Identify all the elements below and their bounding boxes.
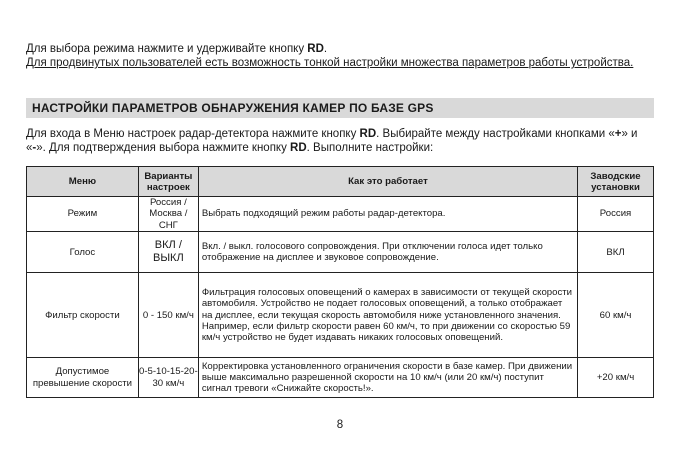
instr-part-1: Для входа в Меню настроек радар-детектора нажмите кнопку xyxy=(26,128,360,140)
cell-variants: ВКЛ / ВЫКЛ xyxy=(138,232,198,273)
page-number: 8 xyxy=(336,419,344,431)
instr-part-5: . Выполните настройки: xyxy=(306,142,434,154)
section-header xyxy=(26,98,654,118)
rd-key-label: RD xyxy=(290,142,307,154)
intro-line-1-end: . xyxy=(323,43,328,55)
section-title: НАСТРОЙКИ ПАРАМЕТРОВ ОБНАРУЖЕНИЯ КАМЕР ПО БАЗЕ GPS xyxy=(32,101,434,115)
cell-default: ВКЛ xyxy=(578,232,654,273)
minus-key-label: - xyxy=(32,142,37,154)
cell-how: Выбрать подходящий режим работы радар-детектора. xyxy=(198,197,577,232)
cell-default: 60 км/ч xyxy=(578,273,654,358)
cell-menu: Голос xyxy=(27,232,139,273)
cell-menu: Допустимое превышение скорости xyxy=(27,358,139,398)
instr-part-4: ». Для подтверждения выбора нажмите кнопку xyxy=(36,142,291,154)
table-header-row xyxy=(27,167,654,197)
table-row xyxy=(27,273,654,358)
plus-key-label: + xyxy=(614,128,622,140)
rd-key-label: RD xyxy=(359,128,377,140)
cell-default: Россия xyxy=(578,197,654,232)
header-variants: Варианты настроек xyxy=(138,167,198,197)
table-row xyxy=(27,232,654,273)
cell-how: Корректировка установленного ограничения скорости в базе камер. При движении выше максимально разрешенной скорости на 10 км/ч (или 20 км/ч) поступит сигнал тревоги «Снижайте скорость!». xyxy=(198,358,577,398)
header-menu: Меню xyxy=(27,167,139,197)
cell-variants: 0 - 150 км/ч xyxy=(138,273,198,358)
rd-key-label: RD xyxy=(307,43,324,55)
cell-variants: 0-5-10-15-20-30 км/ч xyxy=(138,358,198,398)
cell-how: Фильтрация голосовых оповещений о камерах в зависимости от текущей скорости автомобиля. Устройство не подает голосовых оповещений, а только отображает на дисплее, если текущая скорость автомобиля ниже установленного значения. Например, если фильтр скорости равен 60 км/ч, то при движении со скоростью 59 км/ч устройство не будет издавать никаких голосовых оповещений. xyxy=(198,273,577,358)
cell-variants: Россия / Москва / СНГ xyxy=(138,197,198,232)
header-how: Как это работает xyxy=(198,167,577,197)
intro-line-1-text: Для выбора режима нажмите и удерживайте кнопку xyxy=(26,43,308,55)
intro-line-2: Для продвинутых пользователей есть возможность тонкой настройки множества параметров работы устройства. xyxy=(26,57,634,69)
table-row xyxy=(27,197,654,232)
cell-menu: Режим xyxy=(27,197,139,232)
intro-line-1 xyxy=(26,42,646,56)
instructions-paragraph xyxy=(26,127,656,155)
table-row xyxy=(27,358,654,398)
cell-menu: Фильтр скорости xyxy=(27,273,139,358)
instr-part-3: » и « xyxy=(26,128,638,154)
intro-text xyxy=(26,42,646,70)
header-defaults: Заводские установки xyxy=(578,167,654,197)
instr-part-2: . Выбирайте между настройками кнопками « xyxy=(376,128,615,140)
cell-how: Вкл. / выкл. голосового сопровождения. При отключении голоса идет только отображение на дисплее и звуковое сопровождение. xyxy=(198,232,577,273)
cell-default: +20 км/ч xyxy=(578,358,654,398)
settings-table xyxy=(26,166,654,398)
